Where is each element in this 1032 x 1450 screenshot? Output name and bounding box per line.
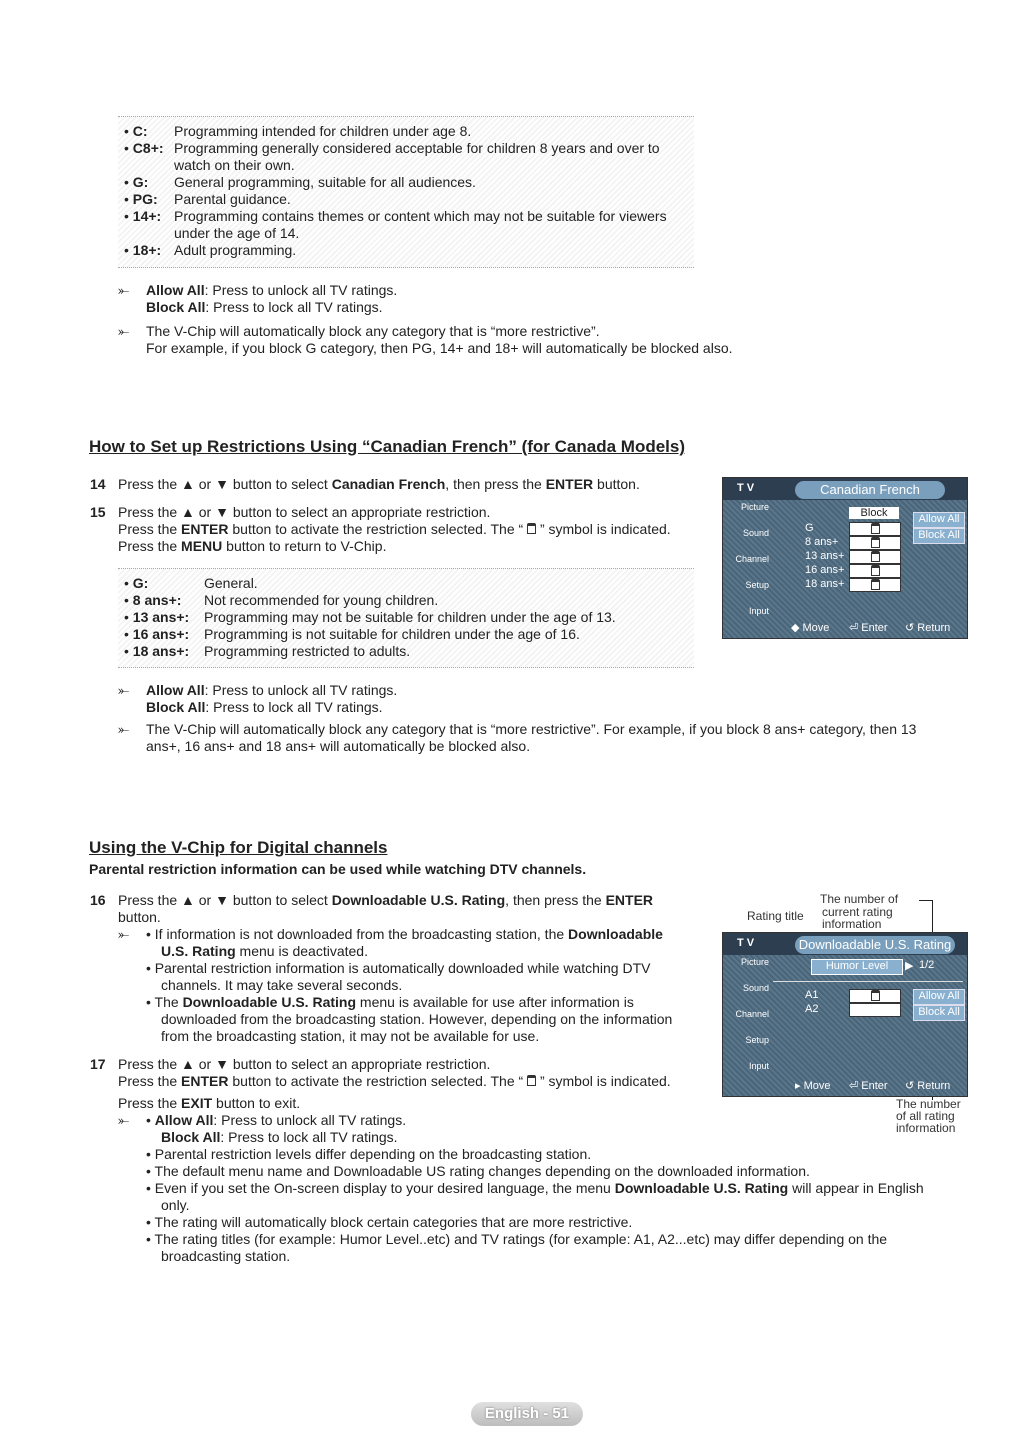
bullet: •: [124, 208, 133, 224]
rating-description: under the age of 14.: [174, 225, 300, 241]
enter-hint: ⏎ Enter: [849, 1080, 888, 1092]
rating-line: [124, 191, 291, 208]
lock-icon: [871, 537, 880, 548]
rating-page-count: 1/2: [919, 959, 935, 971]
enter-hint: ⏎ Enter: [849, 622, 888, 634]
allow-all-button[interactable]: Allow All: [913, 989, 965, 1005]
rating-term: 14+:: [132, 208, 162, 224]
note-arrow-icon: ⤜: [118, 282, 130, 298]
rating-row-label: 18 ans+: [805, 578, 845, 590]
rating-row-label: A2: [805, 1003, 819, 1015]
rating-line: [124, 626, 580, 643]
block-toggle-cell[interactable]: [849, 550, 901, 564]
bullet-16-2: • Parental restriction information is automatically downloaded while watching DTV: [146, 960, 651, 976]
page-number-badge: English - 51: [471, 1402, 583, 1426]
ratings-box-top: [118, 116, 694, 268]
block-toggle-cell[interactable]: [849, 522, 901, 536]
rating-row-label: G: [805, 522, 814, 534]
rating-line: [124, 242, 297, 259]
bullet-16-3: • The Downloadable U.S. Rating menu is available for use after information is: [146, 994, 634, 1010]
side-menu-input[interactable]: Input: [748, 606, 769, 616]
block-toggle-cell[interactable]: [849, 1003, 901, 1017]
rating-line: [124, 140, 660, 157]
return-hint: ↺ Return: [905, 1080, 951, 1092]
bullet-17-6: • Even if you set the On-screen display to your desired language, the menu Downloadable U.S. Rating will appear in English: [146, 1180, 924, 1196]
bullet-16-3-cont1: downloaded from the broadcasting station. However, depending on the information: [161, 1011, 673, 1027]
callout-current-rating-3: information: [822, 917, 882, 931]
lock-icon: [871, 990, 880, 1001]
bullet: •: [124, 123, 133, 139]
rating-term: G:: [132, 174, 149, 190]
rating-term: 18 ans+:: [132, 643, 190, 659]
rating-term: G:: [132, 575, 149, 591]
block-all-note-digital: Block All: Press to lock all TV ratings.: [161, 1129, 398, 1145]
rating-description: Not recommended for young children.: [204, 592, 439, 608]
rating-title-field[interactable]: Humor Level: [811, 959, 903, 975]
return-hint: ↺ Return: [905, 622, 951, 634]
callout-all-rating-1: The number: [896, 1097, 961, 1111]
side-menu-setup[interactable]: Setup: [745, 580, 769, 590]
rating-line: [124, 575, 258, 592]
block-toggle-cell[interactable]: [849, 564, 901, 578]
block-all-button[interactable]: Block All: [913, 1005, 965, 1021]
bullet: •: [124, 575, 133, 591]
bullet: •: [124, 592, 133, 608]
rating-row-label: 16 ans+: [805, 564, 845, 576]
next-arrow-icon[interactable]: ▶: [905, 960, 914, 972]
callout-current-rating-1: The number of: [820, 892, 899, 906]
rating-term: 18+:: [132, 242, 162, 258]
tv-label: T V: [737, 482, 755, 494]
bullet-16-3-cont2: from the broadcasting station, it may not be available for use.: [161, 1028, 540, 1044]
rating-row-label: 13 ans+: [805, 550, 845, 562]
step-16-line1: Press the ▲ or ▼ button to select Downloadable U.S. Rating, then press the ENTER: [118, 892, 654, 908]
note-arrow-icon: ⤜: [118, 323, 130, 339]
divider: [773, 981, 963, 982]
bullet: •: [124, 626, 133, 642]
allow-all-note-french: Allow All: Press to unlock all TV ratings.: [146, 682, 398, 698]
block-all-note-french: Block All: Press to lock all TV ratings.: [146, 699, 383, 715]
rating-description: watch on their own.: [174, 157, 295, 173]
rating-description: General programming, suitable for all audiences.: [174, 174, 476, 190]
rating-term: 16 ans+:: [132, 626, 190, 642]
bullet: •: [124, 643, 133, 659]
side-menu-channel[interactable]: Channel: [735, 554, 769, 564]
rating-term: 8 ans+:: [132, 592, 182, 608]
ratings-box-french: [118, 568, 694, 668]
step-16-line2: button.: [118, 909, 161, 925]
step-17-line2: Press the ENTER button to activate the restriction selected. The “ ” symbol is indicated.: [118, 1073, 671, 1089]
block-toggle-cell[interactable]: [849, 578, 901, 592]
bullet-17-8-cont: broadcasting station.: [161, 1248, 291, 1264]
block-all-button[interactable]: Block All: [913, 528, 965, 544]
bullet-16-1: • If information is not downloaded from the broadcasting station, the Downloadable: [146, 926, 663, 942]
side-menu-input[interactable]: Input: [748, 1061, 769, 1071]
side-menu-setup[interactable]: Setup: [745, 1035, 769, 1045]
section-subheading-digital: Parental restriction information can be used while watching DTV channels.: [89, 861, 587, 877]
tv-menu-downloadable-rating: [722, 932, 968, 1097]
tv-label: T V: [737, 937, 755, 949]
step-17-line3: Press the EXIT button to exit.: [118, 1095, 301, 1111]
note-arrow-icon: ⤜: [118, 682, 130, 698]
callout-all-rating-3: information: [896, 1121, 956, 1135]
step-number-14: 14: [90, 476, 106, 492]
allow-all-note-digital: • Allow All: Press to unlock all TV ratings.: [146, 1112, 407, 1128]
rating-row-label: 8 ans+: [805, 536, 839, 548]
step-number-16: 16: [90, 892, 106, 908]
step-15-line1: Press the ▲ or ▼ button to select an appropriate restriction.: [118, 504, 491, 520]
note-arrow-icon: ⤜: [118, 721, 130, 737]
rating-term: 13 ans+:: [132, 609, 190, 625]
step-number-17: 17: [90, 1056, 106, 1072]
step-17-line1: Press the ▲ or ▼ button to select an appropriate restriction.: [118, 1056, 491, 1072]
note-arrow-icon: ⤜: [118, 926, 130, 942]
note-arrow-icon: ⤜: [118, 1112, 130, 1128]
rating-description: Programming restricted to adults.: [204, 643, 411, 659]
bullet-17-4: • Parental restriction levels differ depending on the broadcasting station.: [146, 1146, 592, 1162]
allow-all-button[interactable]: Allow All: [913, 512, 965, 528]
lock-icon: [871, 579, 880, 590]
side-menu-sound[interactable]: Sound: [742, 983, 769, 993]
bullet-16-1-cont: U.S. Rating menu is deactivated.: [161, 943, 368, 959]
move-hint: ◆ Move: [791, 622, 830, 634]
rating-description: Programming is not suitable for children under the age of 16.: [204, 626, 580, 642]
lock-icon: [871, 551, 880, 562]
block-all-note: Block All: Press to lock all TV ratings.: [146, 299, 383, 315]
lock-icon: [527, 523, 536, 534]
bullet: •: [124, 609, 133, 625]
vchip-note-french-line1: The V-Chip will automatically block any category that is “more restrictive”. For example, if you block 8 ans+ category, then 13: [146, 721, 917, 737]
side-menu-channel[interactable]: Channel: [735, 1009, 769, 1019]
rating-line: [124, 174, 476, 191]
lock-icon: [871, 523, 880, 534]
bullet-17-8: • The rating titles (for example: Humor Level..etc) and TV ratings (for example: A1, A2...etc) may differ depending on the: [146, 1231, 888, 1247]
side-menu-picture[interactable]: Picture: [740, 957, 769, 967]
bullet-17-5: • The default menu name and Downloadable US rating changes depending on the downloaded information.: [146, 1163, 810, 1179]
rating-description: Adult programming.: [174, 242, 297, 258]
side-menu-sound[interactable]: Sound: [742, 528, 769, 538]
rating-line: [124, 609, 616, 626]
bullet-16-2-cont: channels. It may take several seconds.: [161, 977, 403, 993]
step-15-line3: Press the MENU button to return to V-Chip.: [118, 538, 387, 554]
vchip-note-french-line2: ans+, 16 ans+ and 18 ans+ will automatically be blocked also.: [146, 738, 531, 754]
tv-menu-canadian-french: [722, 477, 968, 639]
tv-menu-title: Canadian French: [795, 481, 945, 499]
bullet-17-7: • The rating will automatically block certain categories that are more restrictive.: [146, 1214, 633, 1230]
block-toggle-cell[interactable]: [849, 989, 901, 1003]
rating-description: Parental guidance.: [174, 191, 291, 207]
rating-term: PG:: [132, 191, 158, 207]
rating-description: Programming generally considered acceptable for children 8 years and over to: [174, 140, 660, 156]
vchip-note-line2: For example, if you block G category, then PG, 14+ and 18+ will automatically be blocked also.: [146, 340, 733, 356]
bullet-17-6-cont: only.: [161, 1197, 190, 1213]
step-14-text: Press the ▲ or ▼ button to select Canadian French, then press the ENTER button.: [118, 476, 640, 492]
tv-menu-title: Downloadable U.S. Rating: [795, 936, 955, 954]
bullet: •: [124, 140, 133, 156]
rating-line: [124, 592, 439, 609]
rating-term: C8+:: [132, 140, 164, 156]
rating-line: [124, 208, 667, 225]
rating-line: [124, 123, 472, 140]
rating-description: Programming intended for children under age 8.: [174, 123, 472, 139]
block-toggle-cell[interactable]: [849, 536, 901, 550]
block-column-header: Block: [849, 507, 899, 519]
allow-all-note: Allow All: Press to unlock all TV ratings.: [146, 282, 398, 298]
callout-current-rating-2: current rating: [822, 905, 893, 919]
rating-description: Programming contains themes or content which may not be suitable for viewers: [174, 208, 667, 224]
bullet: •: [124, 174, 133, 190]
step-15-line2: Press the ENTER button to activate the restriction selected. The “ ” symbol is indicated.: [118, 521, 671, 537]
lock-icon: [871, 565, 880, 576]
callout-rating-title: Rating title: [747, 909, 804, 923]
bullet: •: [124, 242, 133, 258]
side-menu-picture[interactable]: Picture: [740, 502, 769, 512]
vchip-note-line1: The V-Chip will automatically block any category that is “more restrictive”.: [146, 323, 600, 339]
move-hint: ▸ Move: [795, 1080, 831, 1092]
rating-description: Programming may not be suitable for children under the age of 13.: [204, 609, 616, 625]
callout-line: [919, 900, 933, 901]
rating-line: [124, 643, 411, 660]
lock-icon: [527, 1075, 536, 1086]
section-heading-canadian-french: How to Set up Restrictions Using “Canadian French” (for Canada Models): [89, 437, 686, 456]
rating-row-label: A1: [805, 989, 819, 1001]
step-number-15: 15: [90, 504, 106, 520]
bullet: •: [124, 191, 133, 207]
section-heading-digital: Using the V-Chip for Digital channels: [89, 838, 388, 857]
callout-all-rating-2: of all rating: [896, 1109, 955, 1123]
rating-term: C:: [132, 123, 148, 139]
rating-description: General.: [204, 575, 258, 591]
